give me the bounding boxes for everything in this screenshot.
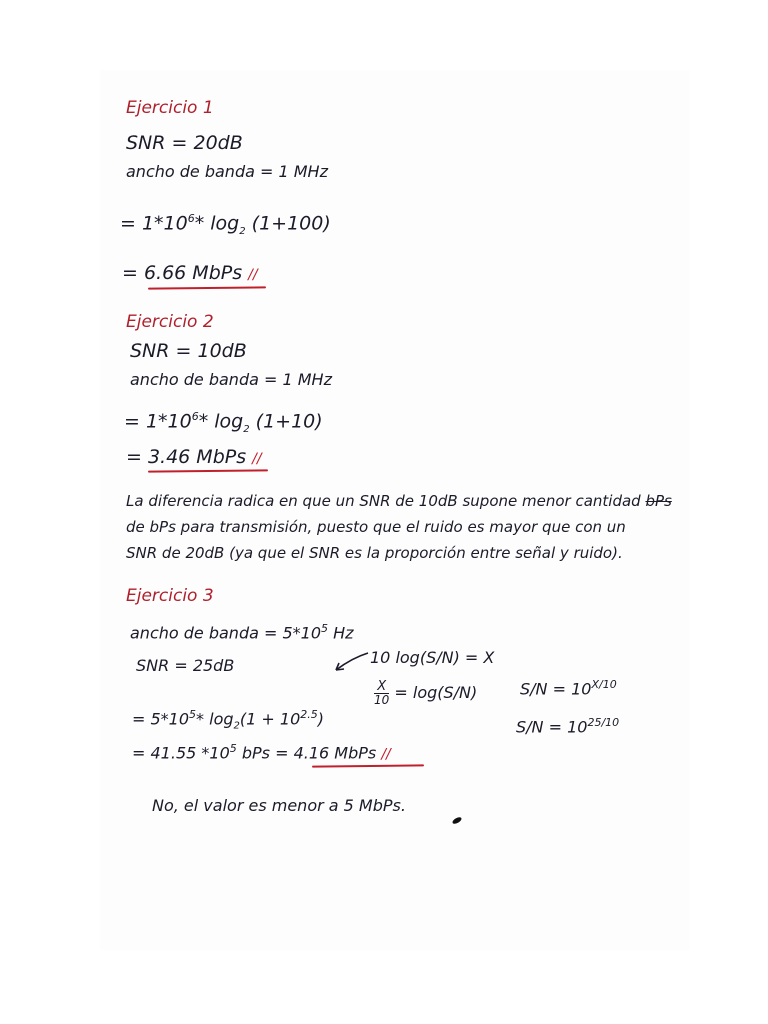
paragraph-text: La diferencia radica en que un SNR de 10dB supone menor cantidad [126, 492, 641, 510]
formula-part: = 1*10 [124, 410, 192, 433]
exercise-3-bandwidth [130, 622, 354, 642]
formula-subscript: 2 [233, 720, 240, 732]
exercise-2-title: Ejercicio 2 [126, 312, 214, 332]
arrow-icon [330, 650, 370, 676]
paragraph-line-3: SNR de 20dB (ya que el SNR es la proporción entre señal y ruido). [126, 544, 623, 562]
side-equation-3 [520, 678, 617, 698]
result-part: = 41.55 *10 [132, 743, 230, 763]
equation-exponent: 25/10 [587, 716, 620, 729]
paragraph-line-1 [126, 492, 672, 510]
check-mark: // [252, 451, 262, 467]
fraction-denominator: 10 [374, 693, 390, 707]
formula-exponent: 6 [187, 212, 195, 225]
formula-subscript: 2 [239, 226, 246, 238]
equation-part: S/N = 10 [516, 717, 588, 737]
formula-exponent: 6 [191, 410, 199, 423]
result-text: = 6.66 MbPs [122, 262, 243, 284]
formula-part: = 1*10 [120, 212, 188, 235]
exercise-3-snr: SNR = 25dB [136, 656, 235, 675]
exercise-2-snr: SNR = 10dB [130, 340, 247, 362]
exercise-2-result [126, 446, 262, 468]
formula-part: ) [317, 709, 324, 729]
result-text: 4.16 MbPs [293, 743, 377, 763]
check-mark: // [381, 746, 391, 763]
exercise-1-bandwidth: ancho de banda = 1 MHz [126, 162, 328, 181]
exercise-3-title: Ejercicio 3 [126, 586, 214, 606]
side-equation-1: 10 log(S/N) = X [370, 648, 495, 667]
formula-part: (1+10) [255, 410, 323, 433]
exercise-3-formula [132, 708, 324, 732]
exercise-3-result [132, 742, 391, 762]
result-part: bPs = [241, 743, 289, 763]
side-equation-2 [374, 680, 477, 707]
formula-part: * log [198, 410, 244, 433]
exercise-1-snr: SNR = 20dB [126, 132, 243, 154]
exercise-2-formula [124, 410, 323, 435]
exercise-1-result [122, 262, 258, 284]
fraction [374, 680, 389, 707]
formula-part: (1+100) [251, 212, 331, 235]
bandwidth-unit: Hz [333, 623, 354, 643]
formula-exponent: 5 [189, 708, 197, 721]
equation-rest: = log(S/N) [394, 683, 478, 702]
exercise-3-conclusion: No, el valor es menor a 5 MbPs. [152, 796, 406, 815]
exercise-1-title: Ejercicio 1 [126, 98, 214, 118]
formula-subscript: 2 [243, 424, 250, 436]
equation-exponent: X/10 [591, 678, 617, 691]
formula-part: * log [194, 212, 240, 235]
check-mark: // [248, 267, 258, 283]
exercise-2-bandwidth: ancho de banda = 1 MHz [130, 370, 332, 389]
bandwidth-part: ancho de banda = 5*10 [130, 623, 322, 643]
formula-part: * log [196, 709, 234, 729]
formula-part: (1 + 10 [239, 709, 301, 729]
bandwidth-exponent: 5 [321, 622, 329, 635]
exercise-1-formula [120, 212, 331, 237]
fraction-numerator: X [374, 680, 389, 694]
result-exponent: 5 [229, 742, 237, 755]
formula-exponent: 2.5 [300, 708, 318, 721]
side-equation-4 [516, 716, 619, 736]
handwritten-page [100, 70, 690, 950]
equation-part: S/N = 10 [520, 679, 592, 699]
paragraph-line-2: de bPs para transmisión, puesto que el ruido es mayor que con un [126, 518, 626, 536]
result-text: = 3.46 MbPs [126, 446, 247, 468]
formula-part: = 5*10 [132, 709, 190, 729]
struck-word: bPs [645, 492, 672, 510]
